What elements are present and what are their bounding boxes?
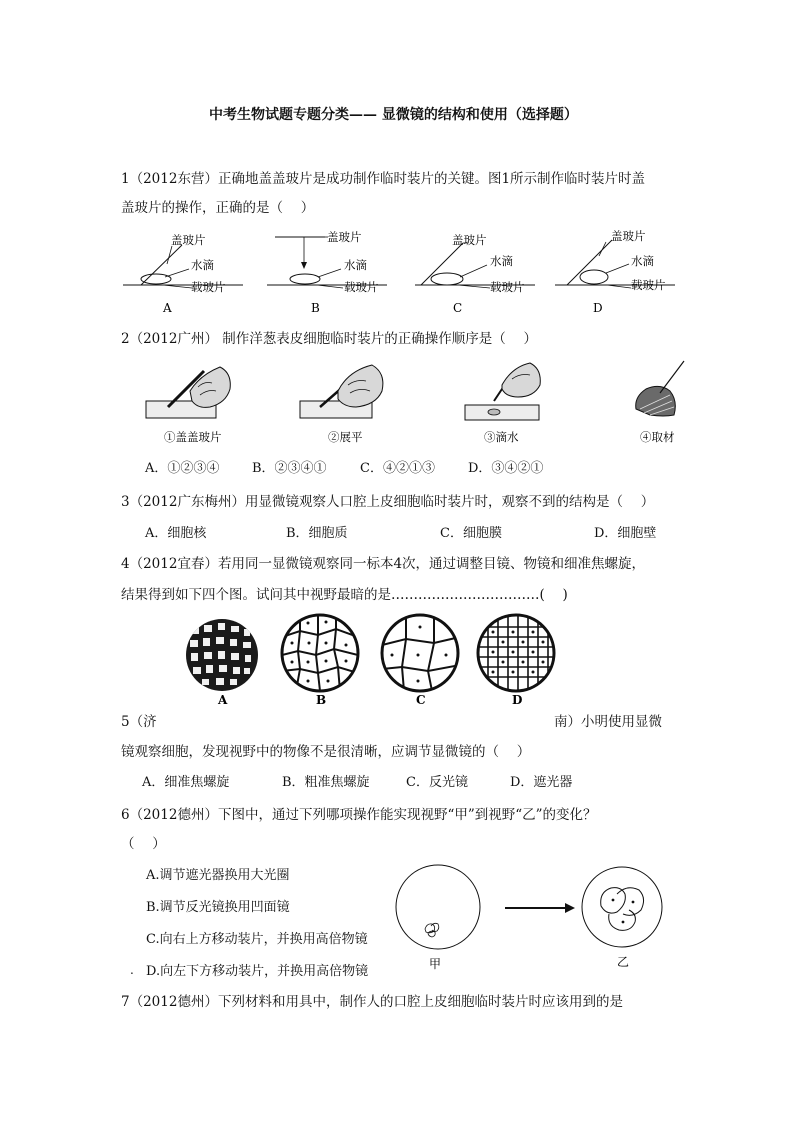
q1-c-slide-label: 载玻片 [490, 280, 525, 294]
q4-field-a [186, 619, 258, 691]
q4-text-line2: 结果得到如下四个图。试问其中视野最暗的是……………………………( ) [121, 587, 568, 603]
q2-step2-illustration [300, 365, 383, 418]
q1-a-water-label: 水滴 [191, 258, 214, 272]
q4-label-c[interactable]: C [416, 693, 426, 707]
q4-label-a[interactable]: A [218, 693, 228, 707]
q3-option-b[interactable]: B．细胞质 [286, 526, 348, 541]
q2-step3-illustration [465, 363, 540, 420]
q2-caption-4: ④取材 [640, 430, 675, 444]
q1-text-line1: 1（2012东营）正确地盖盖玻片是成功制作临时装片的关键。图1所示制作临时装片时盖 [121, 171, 646, 187]
q1-option-b[interactable]: B [311, 301, 320, 315]
q2-option-a[interactable]: A．①②③④ [145, 461, 220, 476]
q1-b-slide-label: 载玻片 [344, 280, 379, 294]
q3-option-a[interactable]: A．细胞核 [145, 526, 207, 541]
q1-coverslip-diagrams [115, 228, 680, 320]
q1-option-d[interactable]: D [593, 301, 603, 315]
q6-option-a[interactable]: A.调节遮光器换用大光圈 [146, 868, 290, 883]
q4-text-line1: 4（2012宜春）若用同一显微镜观察同一标本4次，通过调整目镜、物镜和细准焦螺旋， [121, 556, 646, 572]
q6-text: 6（2012德州）下图中，通过下列哪项操作能实现视野“甲”到视野“乙”的变化？ [121, 807, 597, 823]
q4-label-d[interactable]: D [512, 693, 523, 707]
q3-option-d[interactable]: D．细胞壁 [594, 526, 657, 541]
q4-label-b[interactable]: B [316, 693, 327, 707]
q1-text-line2: 盖玻片的操作，正确的是（ ） [121, 200, 315, 216]
q1-diagram-c [415, 233, 535, 315]
q6-option-c[interactable]: C.向右上方移动装片，并换用高倍物镜 [146, 932, 368, 947]
q5-text-part2: 南）小明使用显微 [554, 714, 662, 730]
q2-step1-illustration [146, 367, 230, 418]
q2-step4-illustration [636, 361, 684, 416]
q2-text: 2（2012广州） 制作洋葱表皮细胞临时装片的正确操作顺序是（ ） [121, 331, 538, 347]
q1-option-a[interactable]: A [163, 301, 172, 315]
q5-option-a[interactable]: A．细准焦螺旋 [142, 775, 230, 790]
q2-option-c[interactable]: C．④②①③ [360, 461, 435, 476]
q3-text: 3（2012广东梅州）用显微镜观察人口腔上皮细胞临时装片时，观察不到的结构是（ ） [121, 494, 655, 510]
q6-label-jia: 甲 [429, 957, 442, 971]
q3-option-c[interactable]: C．细胞膜 [440, 526, 502, 541]
q2-caption-1: ①盖盖玻片 [164, 430, 222, 444]
q2-caption-2: ②展平 [328, 430, 363, 444]
q6-paren: （ ） [121, 836, 166, 852]
q1-c-water-label: 水滴 [490, 254, 513, 268]
q6-label-yi: 乙 [617, 955, 630, 969]
q5-text-part1: 5（济 [121, 714, 157, 730]
q6-option-d[interactable]: D.向左下方移动装片，并换用高倍物镜 [146, 964, 369, 979]
q1-a-slide-label: 载玻片 [191, 280, 226, 294]
q1-diagram-b [267, 230, 387, 315]
page-title: 中考生物试题专题分类—— 显微镜的结构和使用（选择题） [209, 107, 578, 123]
q6-option-b[interactable]: B.调节反光镜换用凹面镜 [146, 900, 290, 915]
q2-option-b[interactable]: B．②③④① [252, 461, 327, 476]
q4-field-d [478, 615, 554, 691]
q1-d-coverslip-label: 盖玻片 [611, 229, 646, 243]
q2-option-d[interactable]: D．③④②① [468, 461, 544, 476]
q6-dot-marker: . [130, 963, 134, 977]
q4-microscope-fields [178, 607, 558, 709]
q4-field-b [282, 615, 358, 691]
q2-caption-3: ③滴水 [484, 430, 519, 444]
q1-d-slide-label: 载玻片 [631, 278, 666, 292]
q6-field-jia [396, 865, 480, 949]
q5-option-c[interactable]: C．反光镜 [406, 775, 468, 790]
q5-option-b[interactable]: B．粗准焦螺旋 [282, 775, 370, 790]
q5-text-line2: 镜观察细胞，发现视野中的物像不是很清晰，应调节显微镜的（ ） [121, 744, 531, 760]
q1-option-c[interactable]: C [453, 301, 463, 315]
q6-field-diagram [395, 860, 670, 975]
q4-field-c [382, 615, 460, 691]
q1-b-water-label: 水滴 [344, 258, 367, 272]
q1-d-water-label: 水滴 [631, 254, 654, 268]
q5-option-d[interactable]: D．遮光器 [510, 775, 573, 790]
q6-field-yi [582, 867, 662, 947]
q2-procedure-illustrations [140, 357, 695, 449]
q1-b-coverslip-label: 盖玻片 [327, 230, 362, 244]
q1-diagram-d [555, 229, 675, 315]
q1-a-coverslip-label: 盖玻片 [171, 233, 206, 247]
q7-text: 7（2012德州）下列材料和用具中，制作人的口腔上皮细胞临时装片时应该用到的是 [121, 994, 623, 1010]
q1-diagram-a [123, 233, 243, 315]
q1-c-coverslip-label: 盖玻片 [452, 233, 487, 247]
